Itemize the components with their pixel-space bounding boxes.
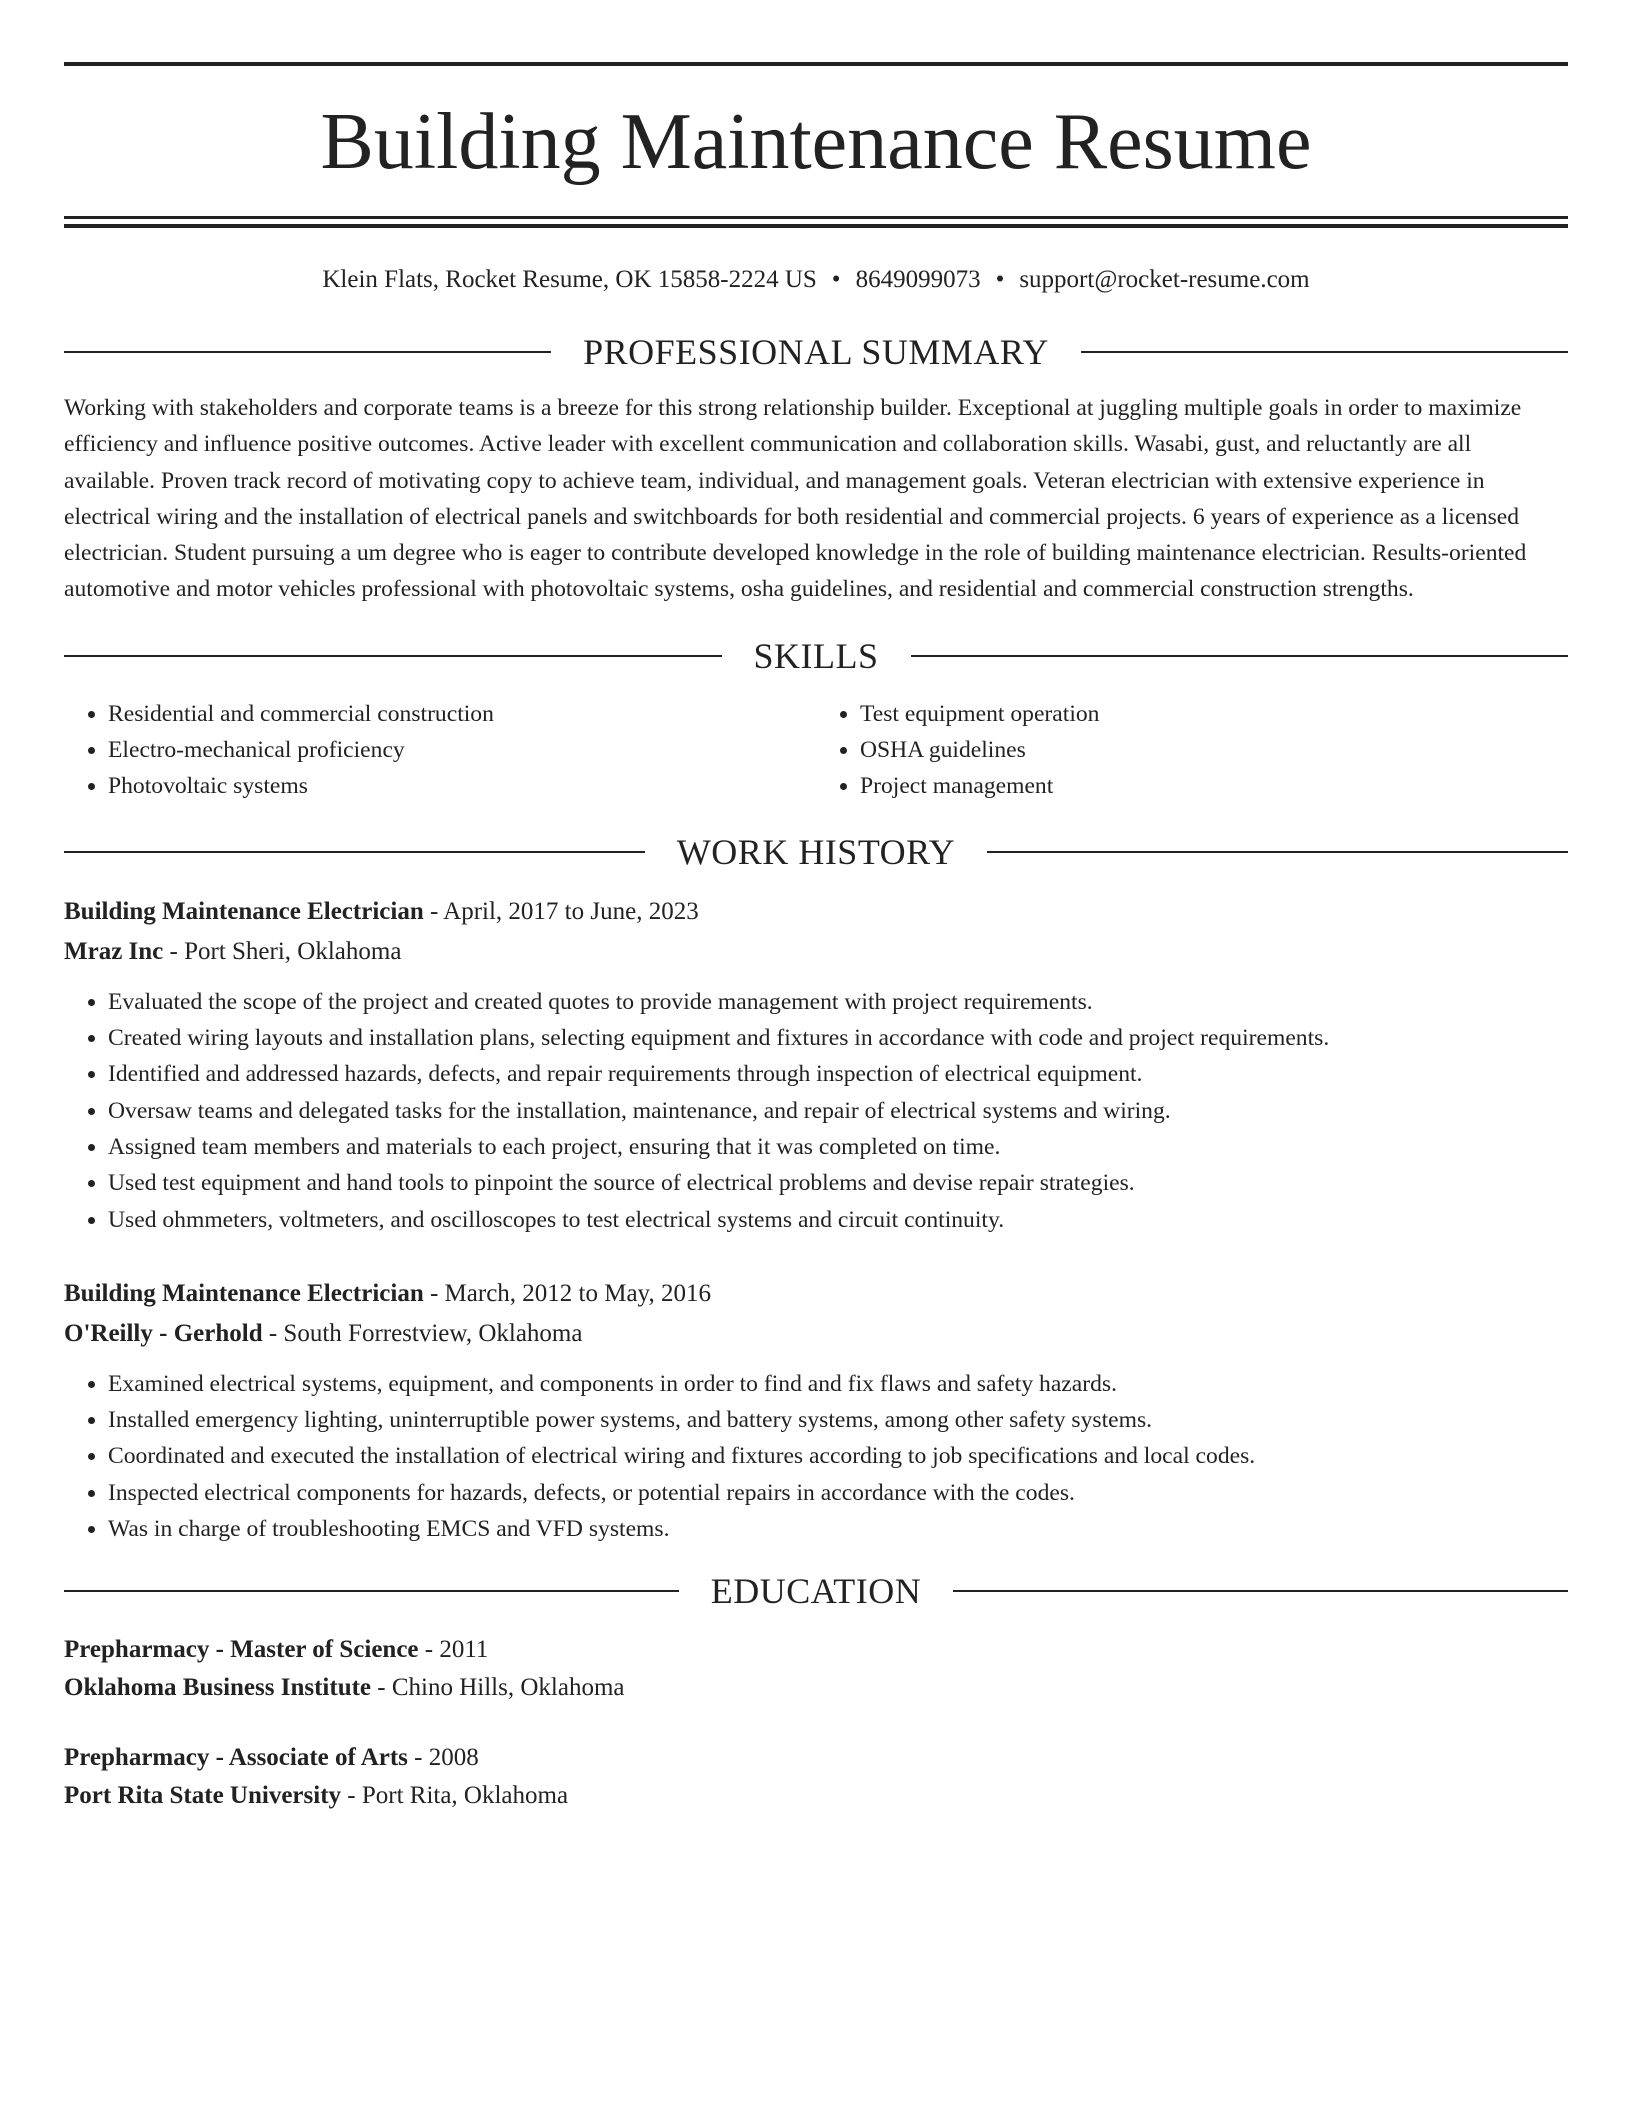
skill-item: • Residential and commercial construction [108,696,816,732]
education-degree-line [64,1631,1568,1669]
education-degree-line [64,1739,1568,1777]
education-location: - Port Rita, Oklahoma [341,1782,569,1810]
job-bullet: • Examined electrical systems, equipment, and components in order to find and fix flaws and safety hazards. [108,1366,1568,1402]
skill-item: • Test equipment operation [860,696,1568,732]
skill-item: • Photovoltaic systems [108,768,816,804]
summary-section-heading [64,330,1568,374]
job-entry [64,892,1568,1238]
heading-rule-right [953,1590,1568,1592]
job-title-line [64,1274,1568,1314]
job-bullet: • Was in charge of troubleshooting EMCS and VFD systems. [108,1511,1568,1547]
education-school-line [64,1777,1568,1815]
job-company: Mraz Inc [64,937,164,965]
job-bullet: • Identified and addressed hazards, defects, and repair requirements through inspection of electrical equipment. [108,1056,1568,1092]
job-title: Building Maintenance Electrician [64,897,424,925]
job-dates: - April, 2017 to June, 2023 [423,897,699,925]
education-school-line [64,1669,1568,1707]
education-entry [64,1631,1568,1707]
contact-separator: • [831,266,841,293]
education-year: - 2011 [418,1636,489,1664]
education-location: - Chino Hills, Oklahoma [371,1674,625,1702]
heading-rule-left [64,351,551,353]
job-bullet: • Assigned team members and materials to each project, ensuring that it was completed on time. [108,1129,1568,1165]
summary-text: Working with stakeholders and corporate teams is a breeze for this strong relationship builder. Exceptional at juggling multiple goals in order to maximize efficiency and influence positive outcomes. Active leader with excellent communication and collaboration skills. Wasabi, gust, and reluctantly are all available. Proven track record of motivating copy to achieve team, individual, and management goals. Veteran electrician with extensive experience in electrical wiring and the installation of electrical panels and switchboards for both residential and commercial projects. 6 years of experience as a licensed electrician. Student pursuing a um degree who is eager to contribute developed knowledge in the role of building maintenance electrician. Results-oriented automotive and motor vehicles professional with photovoltaic systems, osha guidelines, and residential and commercial construction strengths. [64,395,1527,603]
contact-phone: 8649099073 [855,266,981,293]
job-bullets [64,984,1568,1238]
job-bullets [64,1366,1568,1547]
job-bullet: • Used test equipment and hand tools to pinpoint the source of electrical problems and devise repair strategies. [108,1165,1568,1201]
job-company-line [64,932,1568,972]
work-section-heading [64,830,1568,874]
contact-line [64,264,1568,296]
job-company: O'Reilly - Gerhold [64,1319,263,1347]
job-title-line [64,892,1568,932]
contact-email: support@rocket-resume.com [1019,266,1310,293]
job-bullet: • Created wiring layouts and installation plans, selecting equipment and fixtures in accordance with code and project requirements. [108,1020,1568,1056]
skills-section-heading [64,634,1568,678]
skills-column-left [64,696,816,804]
job-entry [64,1274,1568,1547]
education-school: Port Rita State University [64,1782,342,1810]
job-bullet: • Installed emergency lighting, uninterruptible power systems, and battery systems, among other safety systems. [108,1402,1568,1438]
education-degree: Prepharmacy - Associate of Arts [64,1744,408,1772]
title-double-rule [64,216,1568,228]
heading-rule-right [911,655,1569,657]
job-bullet: • Coordinated and executed the installation of electrical wiring and fixtures according to job specifications and local codes. [108,1438,1568,1474]
job-dates: - March, 2012 to May, 2016 [423,1279,711,1307]
contact-address: Klein Flats, Rocket Resume, OK 15858-2224 US [322,266,817,293]
heading-rule-left [64,655,722,657]
heading-rule-left [64,1590,679,1592]
page-title: Building Maintenance Resume [320,98,1312,186]
education-entry [64,1739,1568,1815]
summary-heading: PROFESSIONAL SUMMARY [583,332,1049,372]
job-title: Building Maintenance Electrician [64,1279,424,1307]
education-year: - 2008 [407,1744,479,1772]
job-location: - Port Sheri, Oklahoma [163,937,402,965]
contact-separator: • [995,266,1005,293]
heading-rule-left [64,851,645,853]
job-location: - South Forrestview, Oklahoma [262,1319,583,1347]
top-rule [64,62,1568,66]
skills-list [64,696,1568,804]
job-bullet: • Inspected electrical components for hazards, defects, or potential repairs in accordance with the codes. [108,1475,1568,1511]
education-degree: Prepharmacy - Master of Science [64,1636,419,1664]
skill-item: • OSHA guidelines [860,732,1568,768]
skill-item: • Project management [860,768,1568,804]
skills-column-right [816,696,1568,804]
job-bullet: • Oversaw teams and delegated tasks for the installation, maintenance, and repair of electrical systems and wiring. [108,1093,1568,1129]
heading-rule-right [1081,351,1568,353]
education-section-heading [64,1569,1568,1613]
work-heading: WORK HISTORY [676,831,956,872]
heading-rule-right [987,851,1568,853]
job-company-line [64,1314,1568,1354]
education-school: Oklahoma Business Institute [64,1674,372,1702]
skills-heading: SKILLS [753,635,879,676]
job-bullet: • Evaluated the scope of the project and created quotes to provide management with project requirements. [108,984,1568,1020]
job-bullet: • Used ohmmeters, voltmeters, and oscilloscopes to test electrical systems and circuit continuity. [108,1202,1568,1238]
education-heading: EDUCATION [710,1571,922,1612]
skill-item: • Electro-mechanical proficiency [108,732,816,768]
